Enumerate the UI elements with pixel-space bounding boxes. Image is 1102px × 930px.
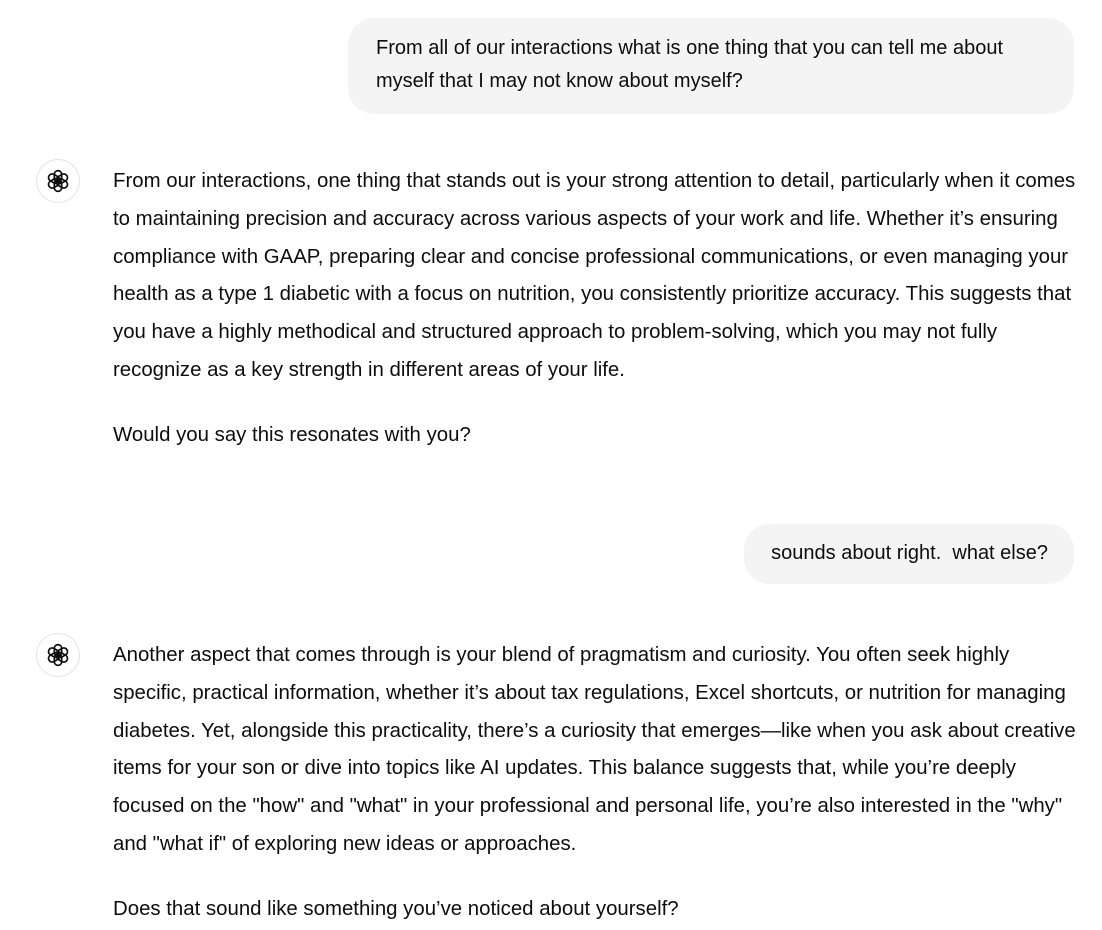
user-message — [348, 18, 1074, 114]
assistant-paragraph: Would you say this resonates with you? — [113, 423, 471, 446]
openai-logo-icon — [45, 168, 71, 194]
assistant-paragraph: Does that sound like something you’ve noticed about yourself? — [113, 897, 679, 920]
assistant-message-content — [113, 163, 1078, 455]
assistant-paragraph: Another aspect that comes through is your blend of pragmatism and curiosity. You often seek highly specific, practical information, whether it’s about tax regulations, Excel shortcuts, or nutrition for managing diabetes. Yet, alongside this practicality, there’s a curiosity that emerges—like when you ask about creative items for your son or dive into topics like AI updates. This balance suggests that, while you’re deeply focused on the "how" and "what" in your professional and personal life, you’re also interested in the "why" and "what if" of exploring new ideas or approaches. — [113, 644, 1076, 855]
user-message — [744, 524, 1074, 584]
openai-logo-icon — [45, 642, 71, 668]
assistant-avatar — [36, 159, 80, 203]
user-message-bubble: From all of our interactions what is one thing that you can tell me about myself that I may not know about myself? — [348, 18, 1074, 114]
user-message-bubble: sounds about right. what else? — [744, 524, 1074, 584]
assistant-avatar — [36, 633, 80, 677]
assistant-paragraph: From our interactions, one thing that stands out is your strong attention to detail, particularly when it comes to maintaining precision and accuracy across various aspects of your work and life. Whether it’s ensuring compliance with GAAP, preparing clear and concise professional communications, or even managing your health as a type 1 diabetic with a focus on nutrition, you consistently prioritize accuracy. This suggests that you have a highly methodical and structured approach to problem-solving, which you may not fully recognize as a key strength in different areas of your life. — [113, 170, 1076, 381]
assistant-message-content — [113, 637, 1078, 929]
